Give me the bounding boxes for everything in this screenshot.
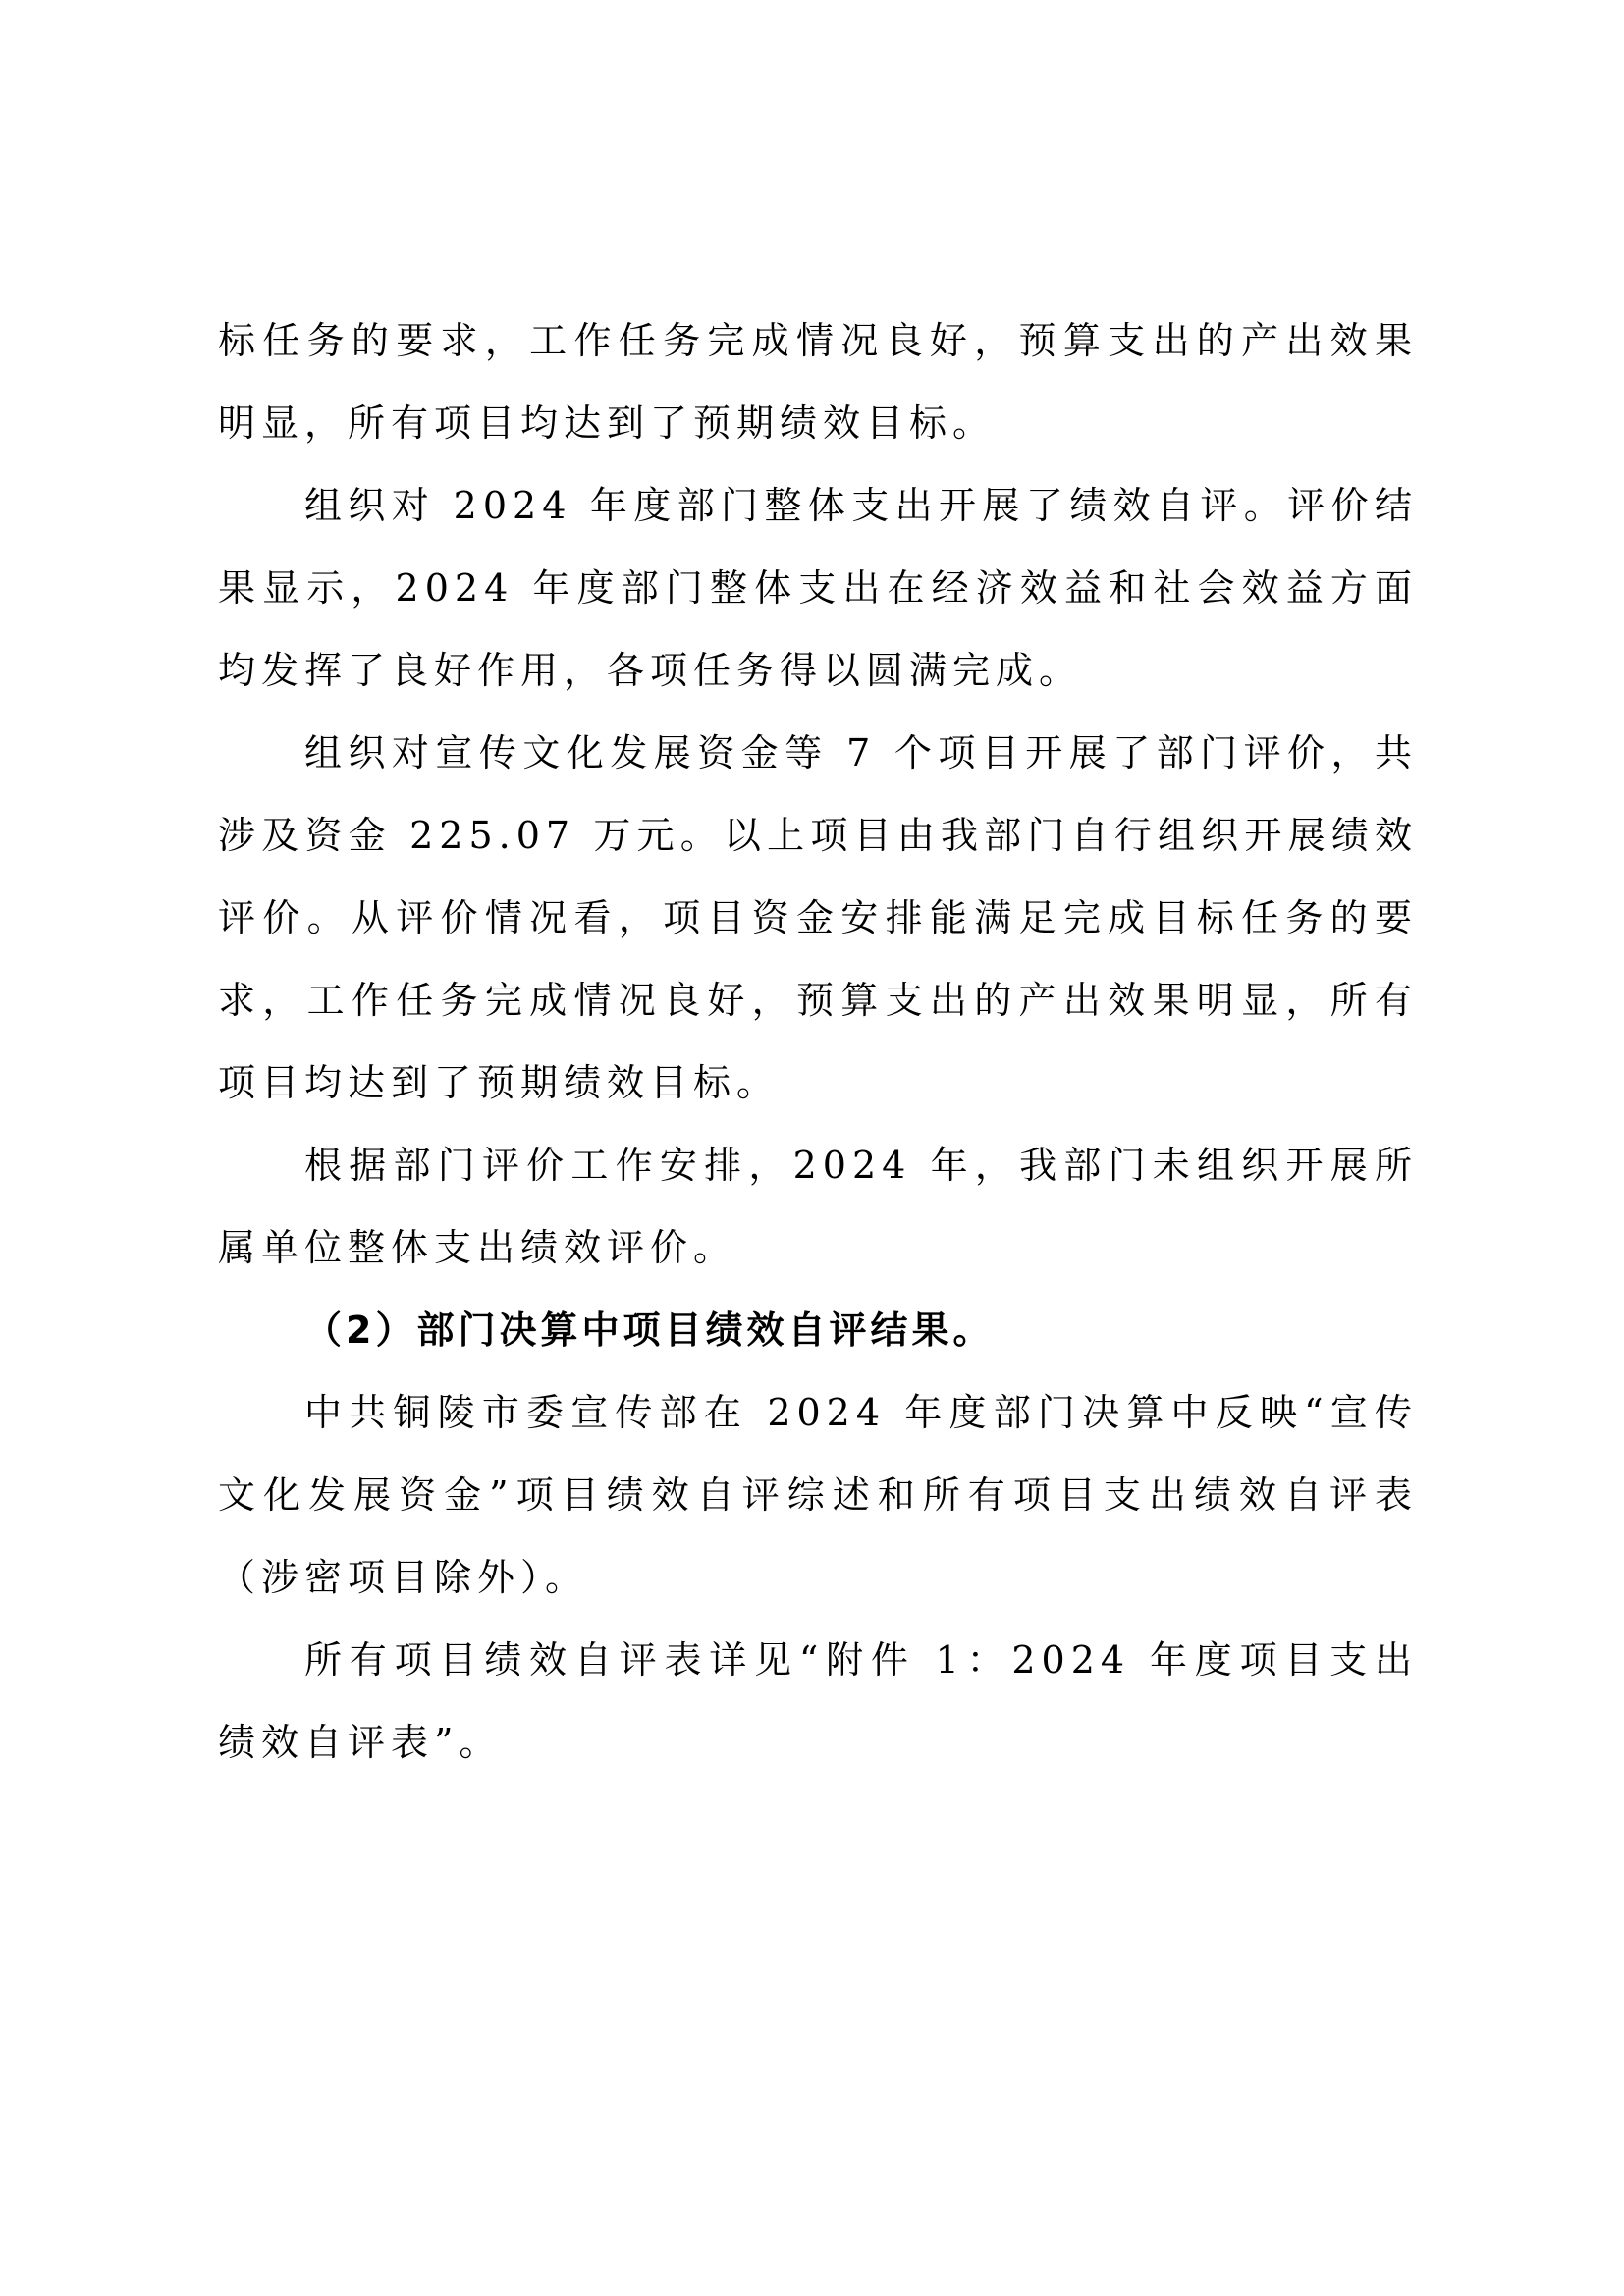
paragraph-subordinate-units: 根据部门评价工作安排，2024 年，我部门未组织开展所属单位整体支出绩效评价。: [218, 1144, 1418, 1269]
continued-paragraph: 标任务的要求，工作任务完成情况良好，预算支出的产出效果明显，所有项目均达到了预期绩效目标。: [218, 319, 1418, 445]
paragraph-attachment-reference: 所有项目绩效自评表详见“附件 1：2024 年度项目支出绩效自评表”。: [218, 1638, 1418, 1764]
paragraph-final-accounts: 中共铜陵市委宣传部在 2024 年度部门决算中反映“宣传文化发展资金”项目绩效自评综述和所有项目支出绩效自评表（涉密项目除外）。: [218, 1391, 1418, 1599]
section-heading: （2）部门决算中项目绩效自评结果。: [304, 1308, 995, 1352]
document-body: [218, 299, 1418, 1784]
paragraph-project-evaluation: 组织对宣传文化发展资金等 7 个项目开展了部门评价，共涉及资金 225.07 万元。以上项目由我部门自行组织开展绩效评价。从评价情况看，项目资金安排能满足完成目标任务的要求，工作任务完成情况良好，预算支出的产出效果明显，所有项目均达到了预期绩效目标。: [218, 731, 1418, 1104]
paragraph-overall-self-evaluation: 组织对 2024 年度部门整体支出开展了绩效自评。评价结果显示，2024 年度部门整体支出在经济效益和社会效益方面均发挥了良好作用，各项任务得以圆满完成。: [218, 484, 1418, 692]
